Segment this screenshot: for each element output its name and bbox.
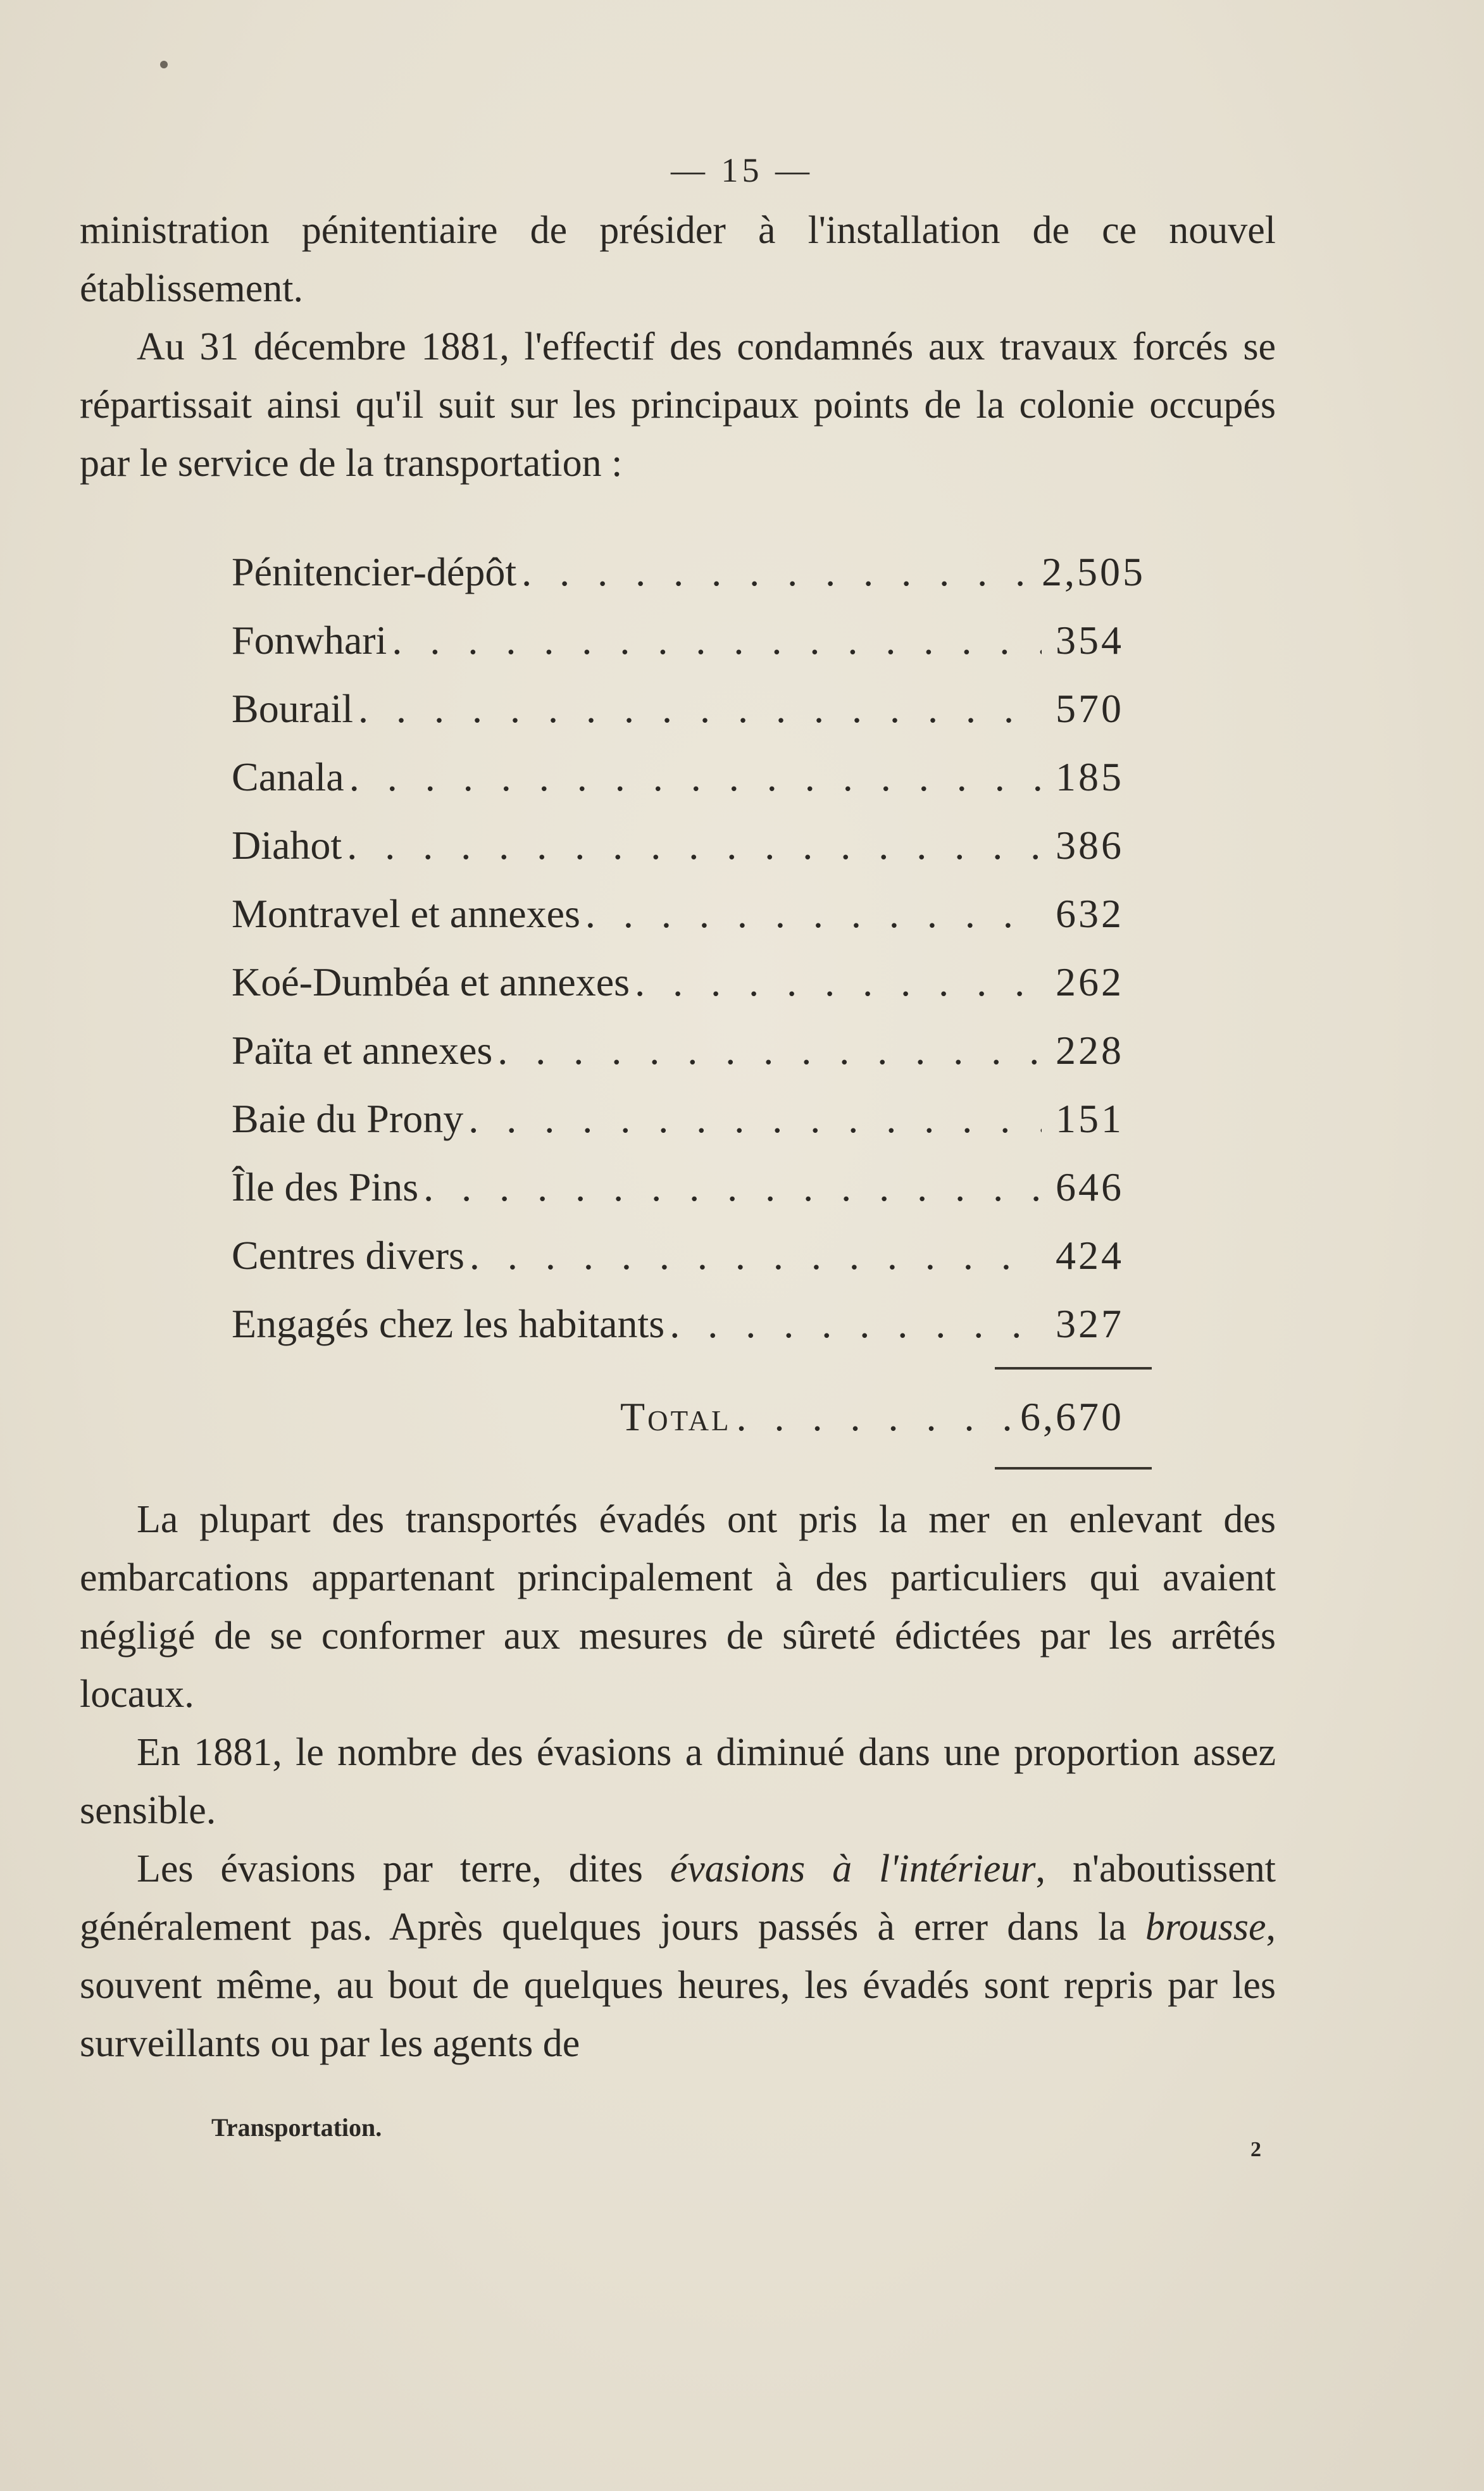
dot-leader: [344, 743, 1042, 811]
count-value: 151: [1056, 1096, 1124, 1141]
location-label: Engagés chez les habitants: [232, 1301, 665, 1346]
text-run: , n'aboutissent généralement pas. Après quelques jours passés à errer dans la: [80, 1847, 1276, 1949]
dot-leader: [465, 1221, 1042, 1290]
sheet-number: 2: [1250, 2138, 1261, 2161]
table-row: [232, 1221, 1124, 1290]
signature-mark: Transportation.: [211, 2113, 382, 2142]
table-row: [232, 675, 1124, 743]
table-row: [232, 1153, 1124, 1221]
italic-term: brousse: [1145, 1906, 1266, 1949]
table-row: [232, 606, 1124, 675]
count-value: 185: [1056, 754, 1124, 799]
total-rule-top: [995, 1367, 1152, 1370]
location-label: Fonwhari: [232, 618, 387, 663]
dot-leader: [418, 1153, 1042, 1221]
location-label: Canala: [232, 754, 344, 799]
table-row: [232, 1016, 1124, 1085]
count-value: 424: [1056, 1233, 1124, 1278]
table-row: [232, 1290, 1124, 1358]
count-value: 632: [1056, 891, 1124, 936]
location-label: Île des Pins: [232, 1164, 419, 1209]
dot-leader: [664, 1290, 1042, 1358]
dot-leader: [342, 811, 1042, 880]
paragraph-escapes-land: [80, 1840, 1276, 2073]
total-row: [620, 1383, 1124, 1451]
location-label: Montravel et annexes: [232, 891, 580, 936]
table-row: [232, 538, 1145, 606]
dot-leader: [731, 1383, 1020, 1451]
convict-distribution-table: [232, 538, 1145, 1358]
total-value: 6,670: [1020, 1394, 1124, 1439]
location-label: Païta et annexes: [232, 1028, 493, 1073]
table-row: [232, 1085, 1124, 1153]
count-value: 570: [1056, 686, 1124, 731]
text-run: , souvent même, au bout de quelques heures, les évadés sont repris par les surveillants ou par les agents de: [80, 1906, 1276, 2065]
italic-term: évasions à l'intérieur: [670, 1847, 1036, 1890]
paragraph-effectif: Au 31 décembre 1881, l'effectif des condamnés aux travaux forcés se répartissait ainsi qu'il suit sur les principaux points de la colonie occupés par le service de la transportation :: [80, 325, 1276, 485]
dot-leader: [516, 538, 1042, 606]
location-label: Koé-Dumbéa et annexes: [232, 959, 630, 1004]
page-number: — 15 —: [671, 151, 813, 189]
location-label: Baie du Prony: [232, 1096, 464, 1141]
table-row: [232, 948, 1124, 1016]
count-value: 646: [1056, 1164, 1124, 1209]
paragraph-escapes-sea: La plupart des transportés évadés ont pris la mer en enlevant des embarcations appartenant principalement à des particuliers qui avaient négligé de se conformer aux mesures de sûreté édictées par les arrêtés locaux.: [80, 1498, 1276, 1716]
location-label: Bourail: [232, 686, 353, 731]
ink-speck: [160, 61, 168, 68]
count-value: 2,505: [1042, 549, 1145, 594]
text-run: Les évasions par terre, dites: [137, 1847, 670, 1890]
location-label: Pénitencier-dépôt: [232, 549, 517, 594]
location-label: Centres divers: [232, 1233, 465, 1278]
total-rule-bottom: [995, 1467, 1152, 1470]
count-value: 228: [1056, 1028, 1124, 1073]
count-value: 386: [1056, 823, 1124, 868]
table-row: [232, 811, 1124, 880]
table-row: [232, 743, 1124, 811]
dot-leader: [492, 1016, 1042, 1085]
bottom-text-block: [80, 1490, 1276, 2073]
total-label: Total: [620, 1394, 732, 1439]
dot-leader: [387, 606, 1042, 675]
dot-leader: [580, 880, 1042, 948]
count-value: 327: [1056, 1301, 1124, 1346]
dot-leader: [630, 948, 1042, 1016]
count-value: 262: [1056, 959, 1124, 1004]
dot-leader: [463, 1085, 1042, 1153]
count-value: 354: [1056, 618, 1124, 663]
table-row: [232, 880, 1124, 948]
top-text-block: [80, 201, 1276, 492]
dot-leader: [353, 675, 1042, 743]
paragraph-escapes-1881: En 1881, le nombre des évasions a diminué dans une proportion assez sensible.: [80, 1731, 1276, 1832]
location-label: Diahot: [232, 823, 342, 868]
paragraph-continuation: ministration pénitentiaire de présider à l'installation de ce nouvel établissement.: [80, 209, 1276, 310]
